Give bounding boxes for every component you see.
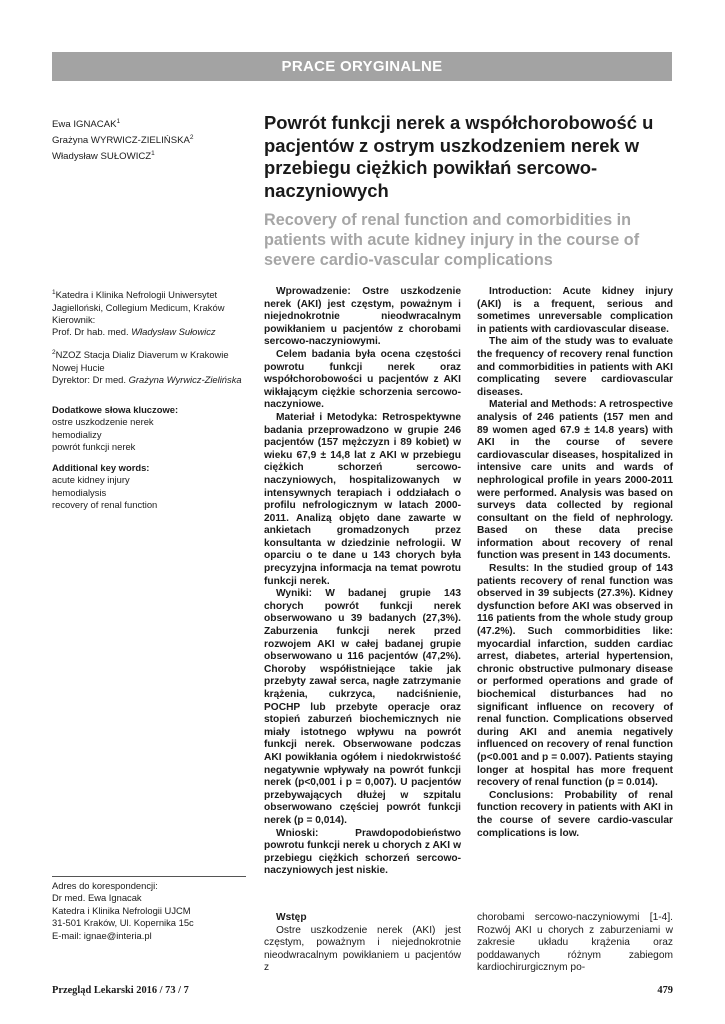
correspondence-address <box>52 880 252 942</box>
correspondence-line: Katedra i Klinika Nefrologii UJCM <box>52 904 191 916</box>
section-heading-intro: Wstęp <box>276 912 307 923</box>
correspondence-divider <box>52 876 246 877</box>
section-banner: PRACE ORYGINALNE <box>52 52 672 81</box>
keywords-polish-heading: Dodatkowe słowa kluczowe: <box>52 404 179 415</box>
title-english: Recovery of renal function and comorbidities in patients with acute kidney injury in the course of severe cardio-vascular complications <box>264 211 640 269</box>
page-number: 479 <box>657 985 673 996</box>
keyword-item: hemodialysis <box>52 486 107 498</box>
keyword-item: hemodializy <box>52 428 102 440</box>
keyword-item: acute kidney injury <box>52 474 130 486</box>
abstract-en-paragraph: Introduction: Acute kidney injury (AKI) is a frequent, serious and sometimes unreversable complication in patients with cardiovascular disease. <box>477 286 673 335</box>
abstract-pl-paragraph: Celem badania była ocena częstości powrotu funkcji nerek oraz współchorobowości u pacjentów z AKI wikłającym ciężkie schorzenia sercowo-naczyniowe. <box>264 348 461 411</box>
author-1: Ewa IGNACAK$^1$ <box>52 118 121 131</box>
intro-paragraph-continued: chorobami sercowo-naczyniowymi [1-4]. Rozwój AKI u chorych z zaburzeniami w zakresie układu krążenia oraz poddawanych różnym zabiegom kardiochirurgicznym po- <box>477 912 673 974</box>
abstract-pl-paragraph: Materiał i Metodyka: Retrospektywne badania przeprowadzono w grupie 246 pacjentów (157 mężczyzn i 89 kobiet) w wieku 67,9 ± 14,8 lat z AKI w przebiegu ciężkich schorzeń sercowo-naczyniowych, hospitalizowanych w intensywnych terapiach i oddziałach o profilu nefrologicznym w latach 2000-2011. Analizą objęto dane zawarte w ankietach gromadzonych przez konsultanta w dziedzinie nefrologii. W oparciu o te dane u 143 chorych była precyzyjna informacja na temat powrotu funkcji nerek. <box>264 411 461 587</box>
abstract-english <box>477 286 673 840</box>
abstract-en-paragraph: Conclusions: Probability of renal function recovery in patients with AKI in the course of severe cardio-vascular complications is low. <box>477 789 673 839</box>
abstract-en-paragraph: The aim of the study was to evaluate the frequency of recovery renal function and commorbidities in patients with AKI complicating severe cardiovascular diseases. <box>477 336 673 398</box>
introduction-start <box>264 912 461 975</box>
correspondence-heading: Adres do korespondencji: <box>52 880 158 891</box>
author-2: Grażyna WYRWICZ-ZIELIŃSKA$^2$ <box>52 133 194 146</box>
abstract-pl-paragraph: Wnioski: Prawdopodobieństwo powrotu funkcji nerek u chorych z AKI w przebiegu ciężkich schorzeń sercowo-naczyniowych jest niskie. <box>264 827 461 877</box>
keyword-item: recovery of renal function <box>52 499 158 511</box>
affiliation-1: $^1$Katedra i Klinika Nefrologii Uniwersytet Jagielloński, Collegium Medicum, Kraków Kierownik: Prof. Dr hab. med. Władysław Sułowicz <box>52 289 225 338</box>
abstract-en-paragraph: Results: In the studied group of 143 patients recovery of renal function was observed in 39 subjects (27.3%). Kidney dysfunction before AKI was observed in 116 patients from the whole study group (47.2%). Such commorbidities like: myocardial infarction, sudden cardiac arrest, diabetes, arterial hypertension, chronic obstructive pulmonary disease or performed operations and grade of biochemical disturbances had no significant influence on recovery of renal function. Complications observed during AKI and anemia negatively influenced on recovery of renal function (p<0.001 and p = 0.007). Patients staying longer at hospital has more frequent recovery of renal function (p = 0.014). <box>477 563 673 789</box>
keyword-item: ostre uszkodzenie nerek <box>52 416 154 428</box>
author-3: Władysław SUŁOWICZ$^1$ <box>52 149 155 162</box>
correspondence-line: 31-501 Kraków, Ul. Kopernika 15c <box>52 917 194 929</box>
correspondence-line: Dr med. Ewa Ignacak <box>52 892 142 904</box>
title-polish: Powrót funkcji nerek a współchorobowość u pacjentów z ostrym uszkodzeniem nerek w przebiegu ciężkich powikłań sercowo-naczyniowych <box>264 112 654 201</box>
keyword-item: powrót funkcji nerek <box>52 441 136 453</box>
intro-paragraph: Ostre uszkodzenie nerek (AKI) jest częstym, poważnym i niejednokrotnie nieodwracalnym powikłaniem u pacjentów z <box>264 924 461 974</box>
keywords-english <box>52 462 252 512</box>
correspondence-email: E-mail: ignae@interia.pl <box>52 929 152 941</box>
affiliation-2: $^2$NZOZ Stacja Dializ Diaverum w Krakowie Nowej Hucie Dyrektor: Dr med. Grażyna Wyrwicz-Zielińska <box>52 349 242 385</box>
introduction-continued <box>477 912 673 975</box>
abstract-polish <box>264 286 461 878</box>
abstract-en-paragraph: Material and Methods: A retrospective analysis of 246 patients (157 men and 89 women aged 67.9 ± 14.8 years) with AKI in the course of severe cardiovascular diseases, hospitalized in intensive care units and wards of nephrological profile in years 2000-2011 were performed. Analysis was based on surveys data collected by regional consultant on the field of nephrology. Based on these data precise information about recovery of renal function was present in 143 documents. <box>477 399 673 562</box>
author-list <box>52 116 252 163</box>
abstract-pl-paragraph: Wyniki: W badanej grupie 143 chorych powrót funkcji nerek obserwowano u 39 badanych (27,3%). Zaburzenia funkcji nerek przed rozwojem AKI w całej badanej grupie obserwowano u 116 pacjentów (47,2%). Choroby współistniejące takie jak przebyty zawał serca, nagłe zatrzymanie krążenia, cukrzyca, nadciśnienie, POCHP lub przebyte operacje oraz stopień zaburzeń biochemicznych nie miały istotnego wpływu na powrót funkcji nerek. Obserwowane podczas AKI powikłania ogółem i niedokrwistość negatywnie wpływały na powrót funkcji nerek (p<0,001 i p = 0,007). U pacjentów przebywających dłużej w szpitalu obserwowano częściej powrót funkcji nerek (p = 0,014). <box>264 588 461 826</box>
keywords-polish <box>52 404 252 454</box>
journal-footer: Przegląd Lekarski 2016 / 73 / 7 <box>52 985 189 996</box>
abstract-pl-paragraph: Wprowadzenie: Ostre uszkodzenie nerek (AKI) jest częstym, poważnym i niejednokrotnie nieodwracalnym powikłaniem u pacjentów z chorobami sercowo-naczyniowymi. <box>264 286 461 348</box>
keywords-english-heading: Additional key words: <box>52 462 150 473</box>
